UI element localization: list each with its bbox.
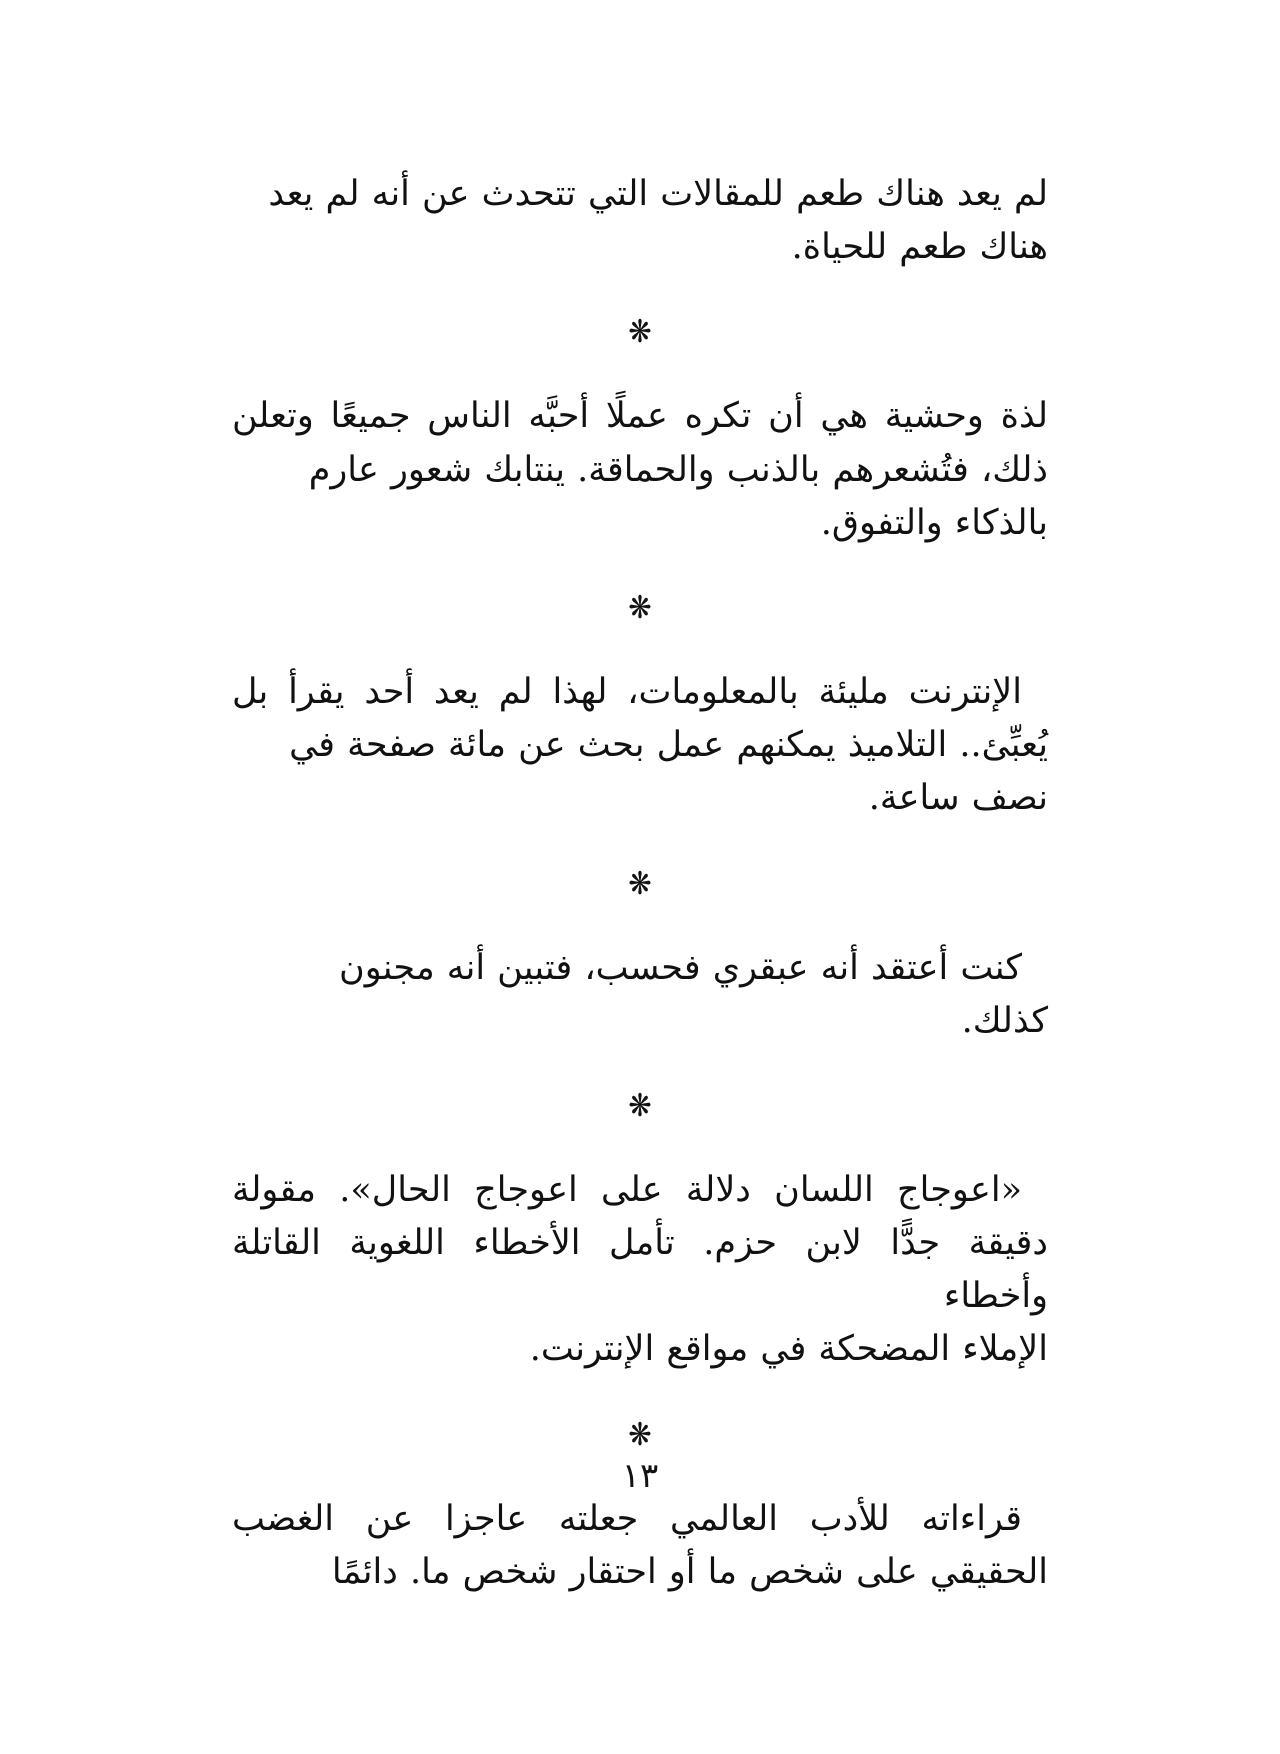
asterisk-ornament-icon: ❋ — [628, 588, 652, 626]
page-text-column — [232, 168, 1048, 1599]
paragraph-2 — [232, 390, 1048, 550]
section-ornament-2 — [232, 588, 1048, 626]
paragraph-5-line-1: «اعوجاج اللسان دلالة على اعوجاج الحال». مقولة — [232, 1169, 1022, 1210]
paragraph-2-line-2: ذلك، فتُشعرهم بالذنب والحماقة. ينتابك شعور عارم — [308, 449, 1048, 490]
spacer — [232, 826, 1048, 870]
paragraph-4 — [232, 942, 1048, 1048]
paragraph-4-line-1: كنت أعتقد أنه عبقري فحسب، فتبين أنه مجنون — [339, 947, 1022, 988]
asterisk-ornament-icon: ❋ — [628, 864, 652, 902]
section-ornament-1 — [232, 313, 1048, 351]
paragraph-6 — [232, 1493, 1048, 1599]
section-ornament-4 — [232, 1086, 1048, 1124]
page-number: ١٣ — [621, 1456, 659, 1496]
paragraph-1-line-2: هناك طعم للحياة. — [791, 227, 1048, 268]
paragraph-3-line-1: الإنترنت مليئة بالمعلومات، لهذا لم يعد أحد يقرأ بل — [232, 671, 1022, 712]
paragraph-1-line-1: لم يعد هناك طعم للمقالات التي تتحدث عن أنه لم يعد — [268, 174, 1048, 214]
spacer — [232, 1120, 1048, 1164]
spacer — [232, 1048, 1048, 1092]
paragraph-1 — [232, 168, 1048, 274]
spacer — [232, 274, 1048, 318]
spacer — [232, 346, 1048, 390]
paragraph-3-line-2: يُعبِّئ.. التلاميذ يمكنهم عمل بحث عن مائة صفحة في — [289, 725, 1048, 766]
paragraph-2-line-1: لذة وحشية هي أن تكره عملًا أحبَّه الناس جميعًا وتعلن — [232, 396, 1048, 437]
section-ornament-5 — [232, 1415, 1048, 1453]
paragraph-5-line-3: الإملاء المضحكة في مواقع الإنترنت. — [529, 1329, 1048, 1370]
spacer — [232, 550, 1048, 594]
paragraph-3-line-3: نصف ساعة. — [868, 778, 1048, 819]
paragraph-6-line-1: قراءاته للأدب العالمي جعلته عاجزا عن الغضب — [232, 1498, 1022, 1539]
spacer — [232, 1377, 1048, 1421]
paragraph-3 — [232, 666, 1048, 826]
spacer — [232, 622, 1048, 666]
paragraph-5 — [232, 1164, 1048, 1377]
asterisk-ornament-icon: ❋ — [628, 1086, 652, 1124]
paragraph-6-line-2: الحقيقي على شخص ما أو احتقار شخص ما. دائمًا — [331, 1551, 1048, 1592]
asterisk-ornament-icon: ❋ — [628, 313, 652, 351]
asterisk-ornament-icon: ❋ — [628, 1415, 652, 1453]
spacer — [232, 898, 1048, 942]
paragraph-2-line-3: بالذكاء والتفوق. — [820, 502, 1048, 543]
section-ornament-3 — [232, 864, 1048, 902]
paragraph-5-line-2: دقيقة جدًّا لابن حزم. تأمل الأخطاء اللغوية القاتلة وأخطاء — [232, 1223, 1048, 1317]
paragraph-4-line-2: كذلك. — [961, 1000, 1048, 1041]
